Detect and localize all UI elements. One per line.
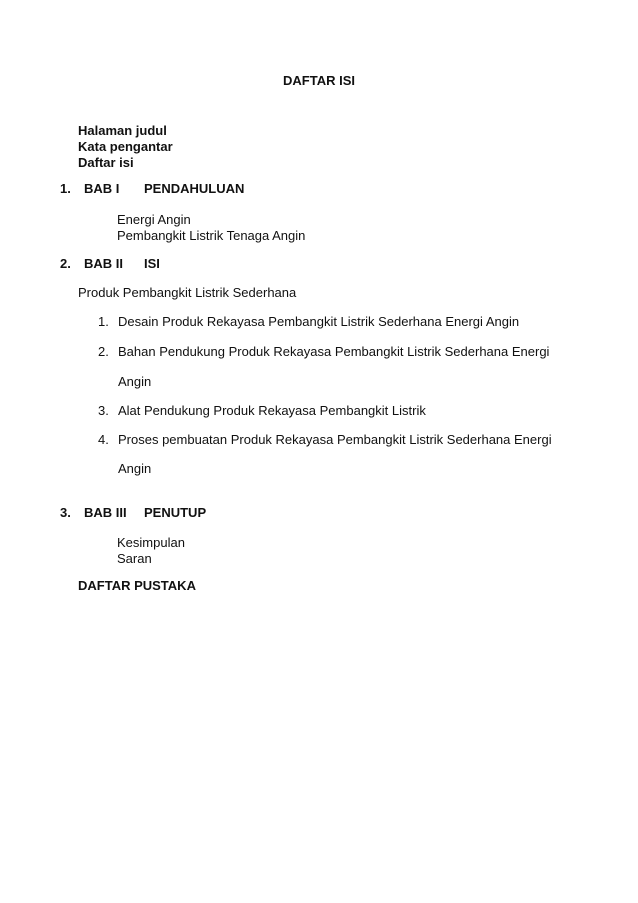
closing-heading: DAFTAR PUSTAKA — [78, 578, 196, 593]
numbered-item-text: Angin — [118, 374, 152, 389]
numbered-item-text: Proses pembuatan Produk Rekayasa Pembangkit Listrik Sederhana Energi — [118, 432, 552, 447]
chapter-item: Saran — [117, 551, 152, 566]
chapter-name: PENUTUP — [144, 505, 207, 520]
front-matter-item: Daftar isi — [78, 155, 134, 170]
document-title: DAFTAR ISI — [283, 73, 355, 88]
chapter-code: BAB I — [84, 181, 120, 196]
numbered-item-number: 1. — [98, 314, 109, 329]
numbered-item-number: 4. — [98, 432, 109, 447]
chapter-item: Energi Angin — [117, 212, 191, 227]
numbered-item-number: 3. — [98, 403, 109, 418]
chapter-item: Pembangkit Listrik Tenaga Angin — [117, 228, 306, 243]
chapter-item: Kesimpulan — [117, 535, 185, 550]
section-title: Produk Pembangkit Listrik Sederhana — [78, 285, 297, 300]
chapter-number: 3. — [60, 505, 71, 520]
chapter-number: 2. — [60, 256, 71, 271]
chapter-code: BAB III — [84, 505, 127, 520]
numbered-item-text: Alat Pendukung Produk Rekayasa Pembangkit Listrik — [118, 403, 426, 418]
numbered-item-text: Desain Produk Rekayasa Pembangkit Listrik Sederhana Energi Angin — [118, 314, 520, 329]
chapter-code: BAB II — [84, 256, 123, 271]
numbered-item-number: 2. — [98, 344, 109, 359]
chapter-name: ISI — [144, 256, 160, 271]
chapter-name: PENDAHULUAN — [144, 181, 245, 196]
front-matter-item: Halaman judul — [78, 123, 167, 138]
numbered-item-text: Angin — [118, 461, 152, 476]
chapter-number: 1. — [60, 181, 71, 196]
numbered-item-text: Bahan Pendukung Produk Rekayasa Pembangkit Listrik Sederhana Energi — [118, 344, 550, 359]
front-matter-item: Kata pengantar — [78, 139, 173, 154]
